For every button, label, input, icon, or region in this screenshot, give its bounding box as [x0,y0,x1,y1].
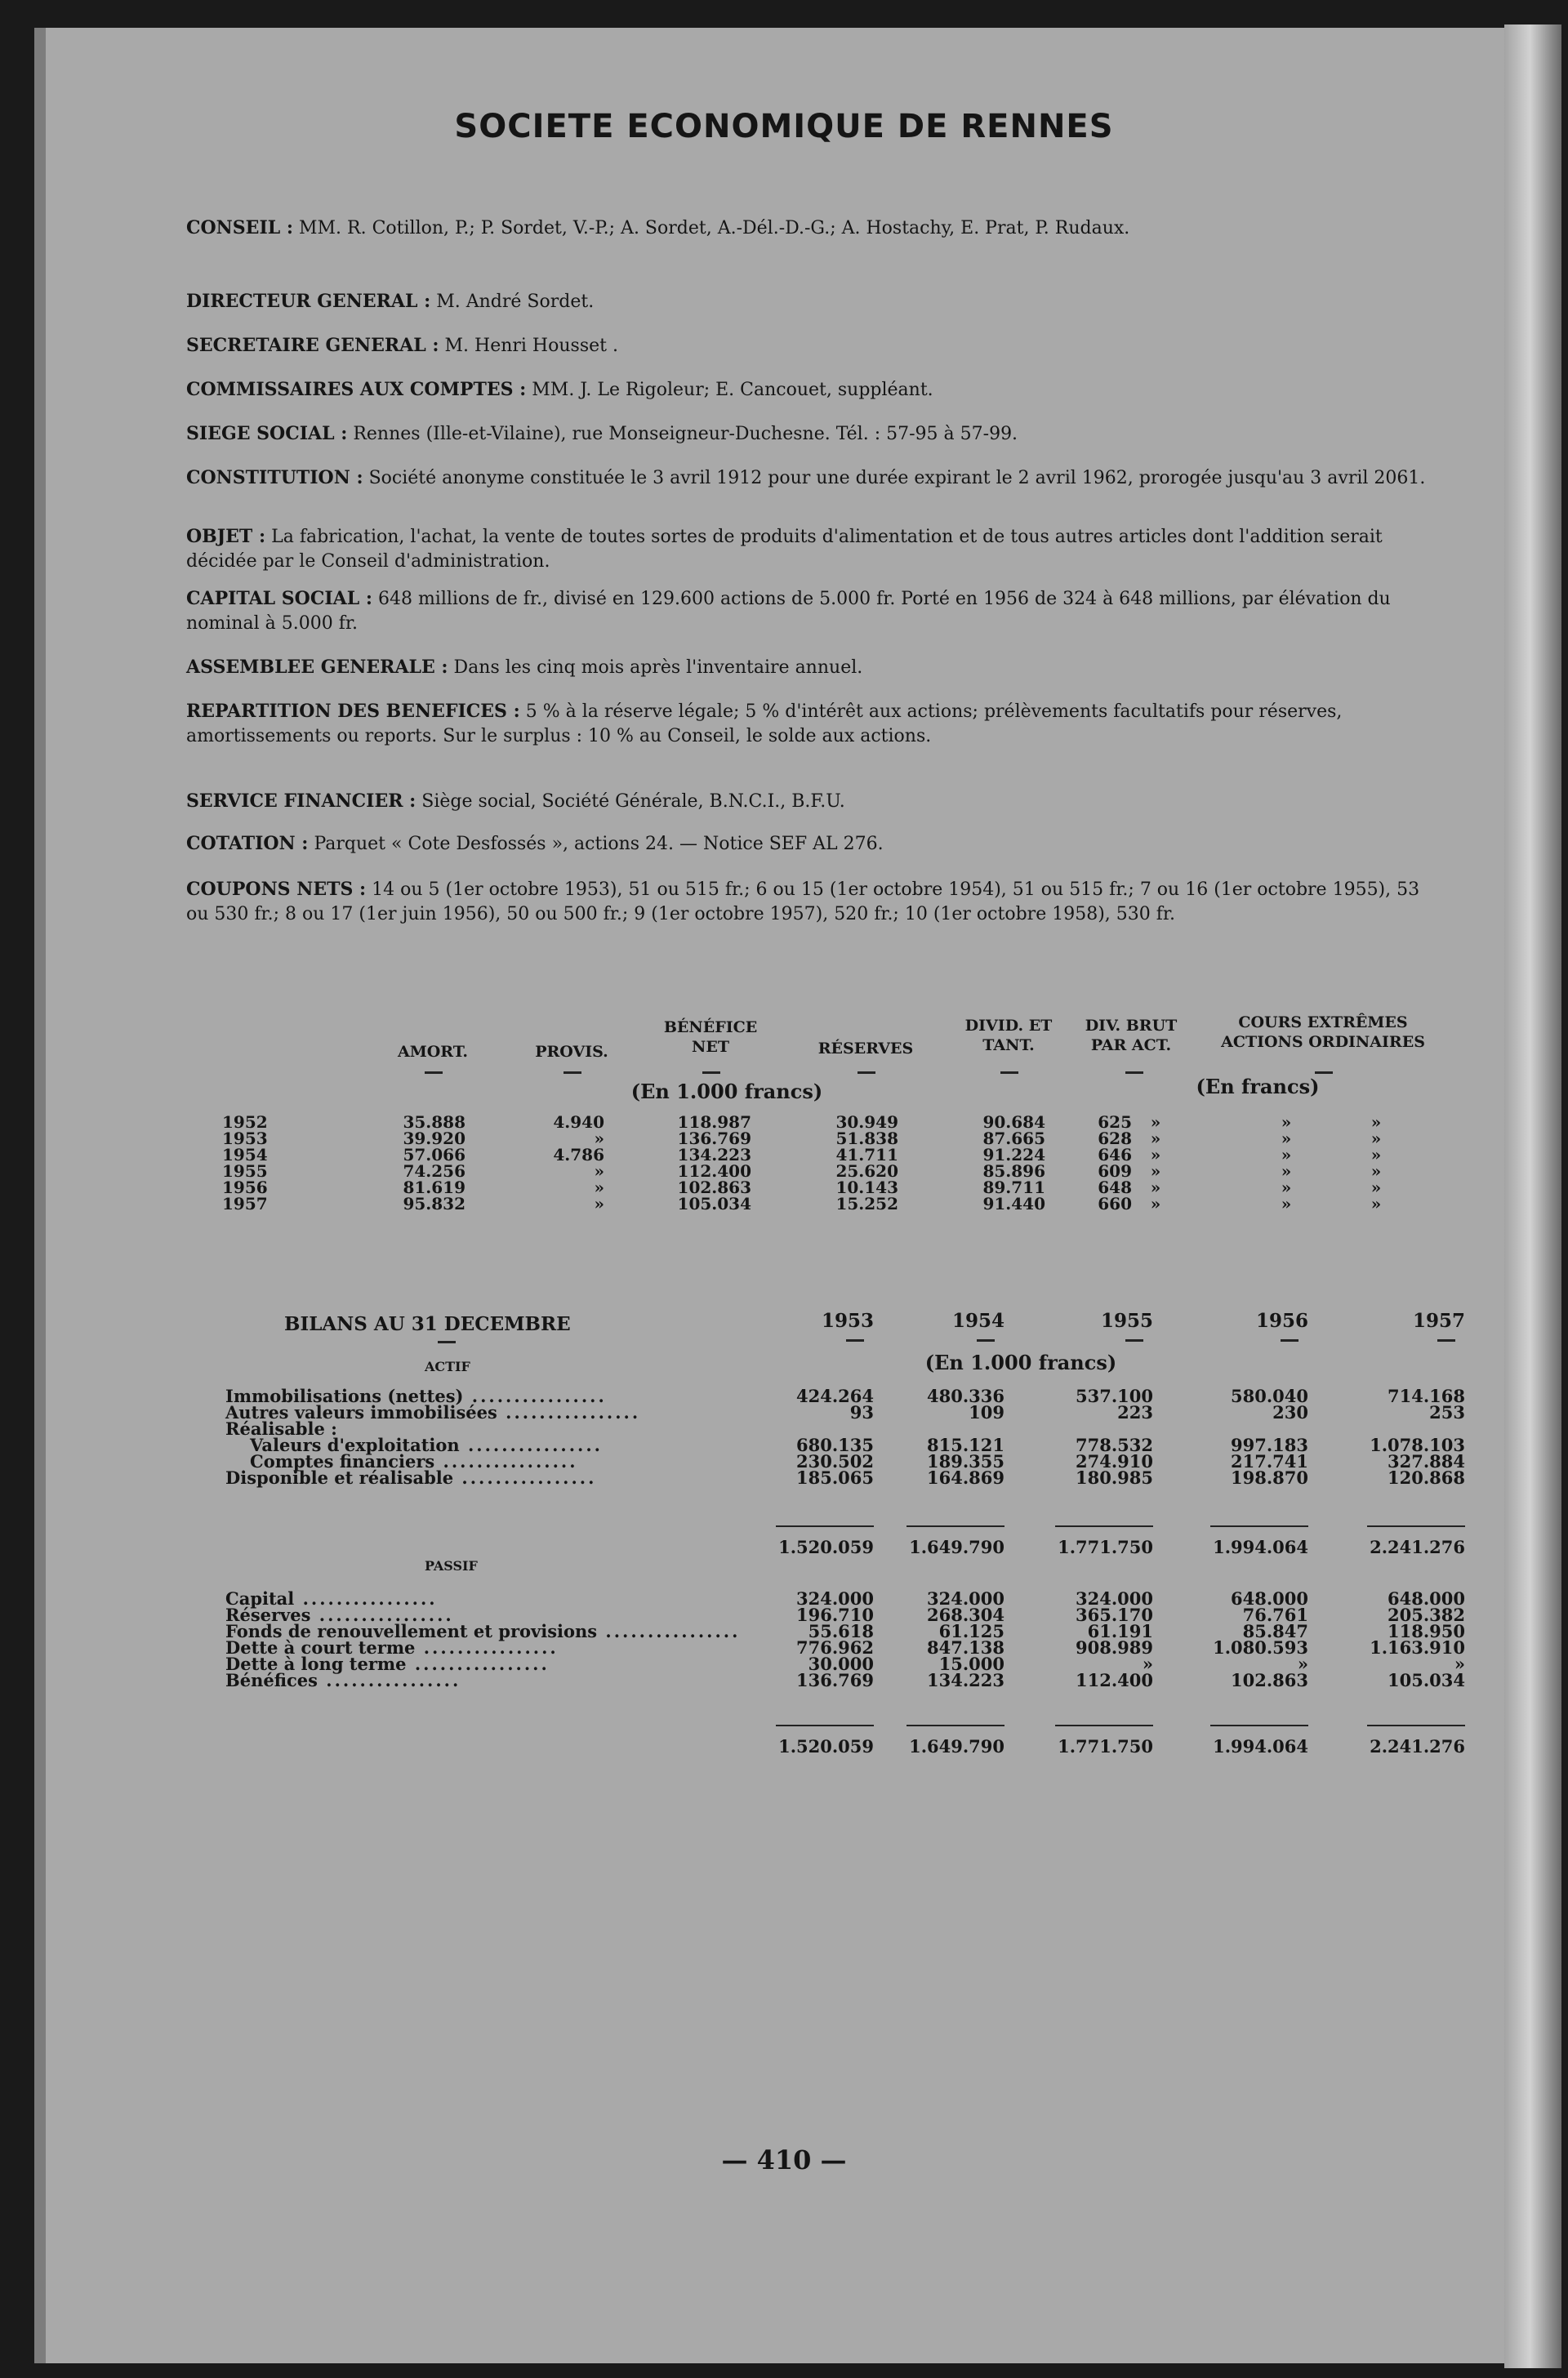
header-dash [1125,1071,1143,1074]
cell-amort: 74.256 [403,1161,466,1181]
year-dash [1125,1339,1143,1342]
row-label: Immobilisations (nettes) ................ [225,1386,607,1406]
cell-year: 1956 [222,1178,268,1197]
cell-div-brut: 628 [1098,1129,1132,1148]
cell-year: 1954 [222,1145,268,1165]
row-label: Bénéfices ................ [225,1670,461,1690]
value-cell: 365.170 [1076,1605,1153,1625]
total-cell: 1.649.790 [909,1736,1004,1757]
cell-cours-low: » [1281,1161,1292,1181]
total-rule [906,1725,1004,1726]
leader-dots: ................ [415,1637,559,1658]
cell-benefice: 136.769 [677,1129,751,1148]
cell-benefice: 134.223 [677,1145,751,1165]
info-label: COMMISSAIRES AUX COMPTES : [186,379,527,400]
total-cell: 1.771.750 [1058,1736,1153,1757]
value-cell: 164.869 [927,1467,1004,1488]
info-text: 14 ou 5 (1er octobre 1953), 51 ou 515 fr.; 6 ou 15 (1er octobre 1954), 51 ou 515 fr.; 7 ou 16 (1er octobre 1955), 53 ou 530 fr.; 8 ou 17 (1er juin 1956), 50 ou 500 fr.; 9 (1er octobre 1957), 520 fr.; 10 (1er octobre 1958), 530 fr. [186,880,1420,924]
value-cell: 847.138 [927,1637,1004,1658]
header-dash [564,1071,581,1074]
value-cell: » [1297,1654,1308,1674]
cell-divid: 90.684 [982,1112,1045,1132]
value-cell: 424.264 [796,1386,874,1406]
value-cell: 136.769 [796,1670,874,1690]
cell-year: 1952 [222,1112,268,1132]
year-header: 1956 [1255,1310,1308,1332]
value-cell: 109 [969,1402,1004,1423]
total-rule [1210,1525,1308,1527]
cell-amort: 57.066 [403,1145,466,1165]
year-dash [1437,1339,1455,1342]
info-objet [186,524,1444,574]
value-cell: 274.910 [1076,1451,1153,1472]
cell-provis: 4.940 [553,1112,604,1132]
cell-divid: 87.665 [982,1129,1045,1148]
cell-reserves: 30.949 [835,1112,898,1132]
cell-cours-low: » [1281,1178,1292,1197]
value-cell: 714.168 [1388,1386,1465,1406]
leader-dots: ................ [459,1435,603,1455]
value-cell: 1.080.593 [1213,1637,1308,1658]
info-service [186,789,1444,814]
info-text: MM. R. Cotillon, P.; P. Sordet, V.-P.; A. Sordet, A.-Dél.-D.-G.; A. Hostachy, E. Prat, P. Rudaux. [298,218,1130,238]
total-cell: 2.241.276 [1370,1537,1465,1557]
value-cell: 61.125 [938,1621,1004,1641]
info-text: 5 % à la réserve légale; 5 % d'intérêt aux actions; prélèvements facultatifs pour réserves, amortissements ou reports. Sur le surplus : 10 % au Conseil, le solde aux actions. [186,701,1343,746]
cell-divid: 91.440 [982,1194,1045,1213]
cell-divid: 85.896 [982,1161,1045,1181]
info-label: SECRETAIRE GENERAL : [186,335,439,356]
leader-dots: ................ [406,1654,550,1674]
value-cell: 30.000 [808,1654,874,1674]
header-dash [425,1071,443,1074]
info-directeur [186,289,1444,314]
cell-provis: » [594,1178,604,1197]
info-label: DIRECTEUR GENERAL : [186,291,431,312]
bilans-title: BILANS AU 31 DECEMBRE [284,1313,571,1335]
info-label: REPARTITION DES BENEFICES : [186,701,520,722]
passif-heading: PASSIF [425,1558,478,1574]
total-rule [1210,1725,1308,1726]
cell-provis: » [594,1161,604,1181]
total-rule [906,1525,1004,1527]
total-rule [1055,1725,1153,1726]
cell-benefice: 112.400 [677,1161,751,1181]
cell-reserves: 15.252 [835,1194,898,1213]
year-header: 1955 [1100,1310,1153,1332]
info-text: Société anonyme constituée le 3 avril 1912 pour une durée expirant le 2 avril 1962, prorogée jusqu'au 3 avril 2061. [368,468,1426,488]
cell-provis: » [594,1194,604,1213]
cell-amort: 39.920 [403,1129,466,1148]
info-capital [186,586,1444,636]
value-cell: 180.985 [1076,1467,1153,1488]
info-conseil [186,216,1444,241]
cell-cours-extra: » [1370,1112,1382,1132]
cell-reserves: 10.143 [835,1178,898,1197]
cell-provis: 4.786 [553,1145,604,1165]
leader-dots: ................ [453,1467,597,1488]
unit-label-francs: (En francs) [1196,1075,1320,1098]
row-label: Capital ................ [225,1588,438,1609]
info-label: CONSEIL : [186,217,293,238]
cell-div-brut: 648 [1098,1178,1132,1197]
cell-div-brut: 660 [1098,1194,1132,1213]
leader-dots: ................ [317,1670,461,1690]
year-dash [1281,1339,1298,1342]
year-header: 1957 [1412,1310,1465,1332]
info-siege [186,421,1444,447]
cell-cours-extra: » [1370,1129,1382,1148]
page-title: SOCIETE ECONOMIQUE DE RENNES [454,108,1114,145]
value-cell: 61.191 [1087,1621,1153,1641]
value-cell: 324.000 [927,1588,1004,1609]
row-label: Fonds de renouvellement et provisions ................ [225,1621,741,1641]
value-cell: 205.382 [1388,1605,1465,1625]
total-cell: 1.520.059 [778,1537,874,1557]
total-rule [776,1525,874,1527]
value-cell: 93 [849,1402,874,1423]
cell-cours-high: » [1150,1112,1161,1132]
cell-year: 1953 [222,1129,268,1148]
value-cell: 85.847 [1242,1621,1308,1641]
value-cell: 105.034 [1388,1670,1465,1690]
info-text: Siège social, Société Générale, B.N.C.I., B.F.U. [421,791,845,812]
info-text: 648 millions de fr., divisé en 129.600 actions de 5.000 fr. Porté en 1956 de 324 à 648 millions, par élévation du nominal à 5.000 fr. [186,589,1391,634]
actif-heading: ACTIF [425,1359,470,1374]
cell-benefice: 102.863 [677,1178,751,1197]
header-divid: DIVID. ET TANT. [964,1017,1053,1054]
value-cell: 648.000 [1388,1588,1465,1609]
cell-cours-low: » [1281,1194,1292,1213]
value-cell: 198.870 [1231,1467,1308,1488]
bilans-unit-label: (En 1.000 francs) [924,1351,1117,1374]
value-cell: 580.040 [1231,1386,1308,1406]
total-rule [1367,1725,1465,1726]
cell-reserves: 51.838 [835,1129,898,1148]
value-cell: 327.884 [1388,1451,1465,1472]
cell-div-brut: 646 [1098,1145,1132,1165]
cell-cours-extra: » [1370,1194,1382,1213]
total-cell: 2.241.276 [1370,1736,1465,1757]
value-cell: 102.863 [1231,1670,1308,1690]
cell-cours-low: » [1281,1112,1292,1132]
value-cell: 1.078.103 [1370,1435,1465,1455]
info-cotation [186,831,1444,857]
leader-dots: ................ [497,1402,641,1423]
cell-benefice: 118.987 [677,1112,751,1132]
cell-cours-high: » [1150,1194,1161,1213]
value-cell: 223 [1117,1402,1153,1423]
cell-divid: 89.711 [982,1178,1045,1197]
header-provis: PROVIS. [535,1043,608,1061]
value-cell: 537.100 [1076,1386,1153,1406]
cell-cours-high: » [1150,1129,1161,1148]
cell-cours-high: » [1150,1145,1161,1165]
leader-dots: ................ [463,1386,607,1406]
value-cell: 76.761 [1242,1605,1308,1625]
row-label: Disponible et réalisable ................ [225,1467,597,1488]
row-label: Dette à court terme ................ [225,1637,559,1658]
header-dash [1315,1071,1333,1074]
cell-year: 1955 [222,1161,268,1181]
value-cell: 230 [1272,1402,1308,1423]
info-label: ASSEMBLEE GENERALE : [186,657,448,678]
year-dash [846,1339,864,1342]
value-cell: 253 [1429,1402,1465,1423]
info-text: M. André Sordet. [436,292,595,312]
year-dash [977,1339,995,1342]
bilans-title-dash [438,1341,456,1343]
value-cell: 1.163.910 [1370,1637,1465,1658]
total-cell: 1.994.064 [1213,1736,1308,1757]
cell-cours-low: » [1281,1145,1292,1165]
header-dash [858,1071,875,1074]
info-label: OBJET : [186,526,266,547]
value-cell: 189.355 [927,1451,1004,1472]
cell-reserves: 41.711 [835,1145,898,1165]
info-text: MM. J. Le Rigoleur; E. Cancouet, suppléant. [532,380,933,400]
leader-dots: ................ [310,1605,454,1625]
value-cell: 778.532 [1076,1435,1153,1455]
value-cell: 112.400 [1076,1670,1153,1690]
total-cell: 1.994.064 [1213,1537,1308,1557]
header-dash [1000,1071,1018,1074]
cell-provis: » [594,1129,604,1148]
info-text: Dans les cinq mois après l'inventaire annuel. [453,657,863,678]
cell-div-brut: 609 [1098,1161,1132,1181]
header-benefice: BÉNÉFICE NET [663,1018,758,1056]
header-reserves: RÉSERVES [817,1040,914,1058]
cell-amort: 81.619 [403,1178,466,1197]
value-cell: 230.502 [796,1451,874,1472]
cell-cours-extra: » [1370,1178,1382,1197]
value-cell: 185.065 [796,1467,874,1488]
total-rule [776,1725,874,1726]
header-amort: AMORT. [397,1043,469,1061]
header-div-brut: DIV. BRUT PAR ACT. [1085,1017,1178,1054]
value-cell: 997.183 [1231,1435,1308,1455]
leader-dots: ................ [294,1588,438,1609]
row-label: Valeurs d'exploitation ................ [250,1435,603,1455]
cell-benefice: 105.034 [677,1194,751,1213]
header-cours: COURS EXTRÊMES ACTIONS ORDINAIRES [1221,1013,1425,1051]
cell-cours-extra: » [1370,1145,1382,1165]
info-text: Parquet « Cote Desfossés », actions 24. — Notice SEF AL 276. [314,834,884,854]
info-text: Rennes (Ille-et-Vilaine), rue Monseigneur-Duchesne. Tél. : 57-95 à 57-99. [353,424,1018,444]
page-curl-edge [1504,24,1561,2368]
row-label: Réalisable : [225,1418,337,1439]
cell-cours-extra: » [1370,1161,1382,1181]
value-cell: 480.336 [927,1386,1004,1406]
info-label: COTATION : [186,833,309,854]
info-coupons [186,877,1444,927]
value-cell: 134.223 [927,1670,1004,1690]
info-label: CONSTITUTION : [186,467,363,488]
value-cell: 776.962 [796,1637,874,1658]
total-rule [1367,1525,1465,1527]
row-label: Réserves ................ [225,1605,454,1625]
value-cell: 324.000 [796,1588,874,1609]
value-cell: 217.741 [1231,1451,1308,1472]
value-cell: » [1454,1654,1465,1674]
info-assemblee [186,655,1444,680]
leader-dots: ................ [597,1621,741,1641]
info-repartition [186,699,1444,749]
row-label: Comptes financiers ................ [250,1451,578,1472]
info-constitution [186,465,1444,491]
value-cell: 648.000 [1231,1588,1308,1609]
value-cell: 55.618 [808,1621,874,1641]
info-label: COUPONS NETS : [186,879,367,900]
year-header: 1954 [951,1310,1004,1332]
year-header: 1953 [821,1310,874,1332]
info-secretaire [186,333,1444,358]
cell-reserves: 25.620 [835,1161,898,1181]
leader-dots: ................ [434,1451,578,1472]
value-cell: 680.135 [796,1435,874,1455]
row-label: Autres valeurs immobilisées ................ [225,1402,641,1423]
unit-label-thousands: (En 1.000 francs) [630,1080,823,1103]
value-cell: 15.000 [938,1654,1004,1674]
total-cell: 1.649.790 [909,1537,1004,1557]
total-cell: 1.771.750 [1058,1537,1153,1557]
cell-amort: 95.832 [403,1194,466,1213]
cell-cours-high: » [1150,1161,1161,1181]
row-label: Dette à long terme ................ [225,1654,550,1674]
value-cell: » [1142,1654,1153,1674]
cell-cours-low: » [1281,1129,1292,1148]
cell-cours-high: » [1150,1178,1161,1197]
value-cell: 196.710 [796,1605,874,1625]
info-text: La fabrication, l'achat, la vente de toutes sortes de produits d'alimentation et de tous autres articles dont l'addition serait décidée par le Conseil d'administration. [186,527,1383,572]
total-rule [1055,1525,1153,1527]
value-cell: 120.868 [1388,1467,1465,1488]
cell-divid: 91.224 [982,1145,1045,1165]
cell-year: 1957 [222,1194,268,1213]
total-cell: 1.520.059 [778,1736,874,1757]
info-text: M. Henri Housset . [444,336,618,356]
value-cell: 908.989 [1076,1637,1153,1658]
page-number: — 410 — [721,2144,847,2175]
header-dash [702,1071,720,1074]
value-cell: 815.121 [927,1435,1004,1455]
info-commissaires [186,377,1444,403]
cell-amort: 35.888 [403,1112,466,1132]
info-label: CAPITAL SOCIAL : [186,588,372,609]
info-label: SIEGE SOCIAL : [186,423,348,444]
info-label: SERVICE FINANCIER : [186,790,416,812]
value-cell: 118.950 [1388,1621,1465,1641]
value-cell: 324.000 [1076,1588,1153,1609]
cell-div-brut: 625 [1098,1112,1132,1132]
value-cell: 268.304 [927,1605,1004,1625]
